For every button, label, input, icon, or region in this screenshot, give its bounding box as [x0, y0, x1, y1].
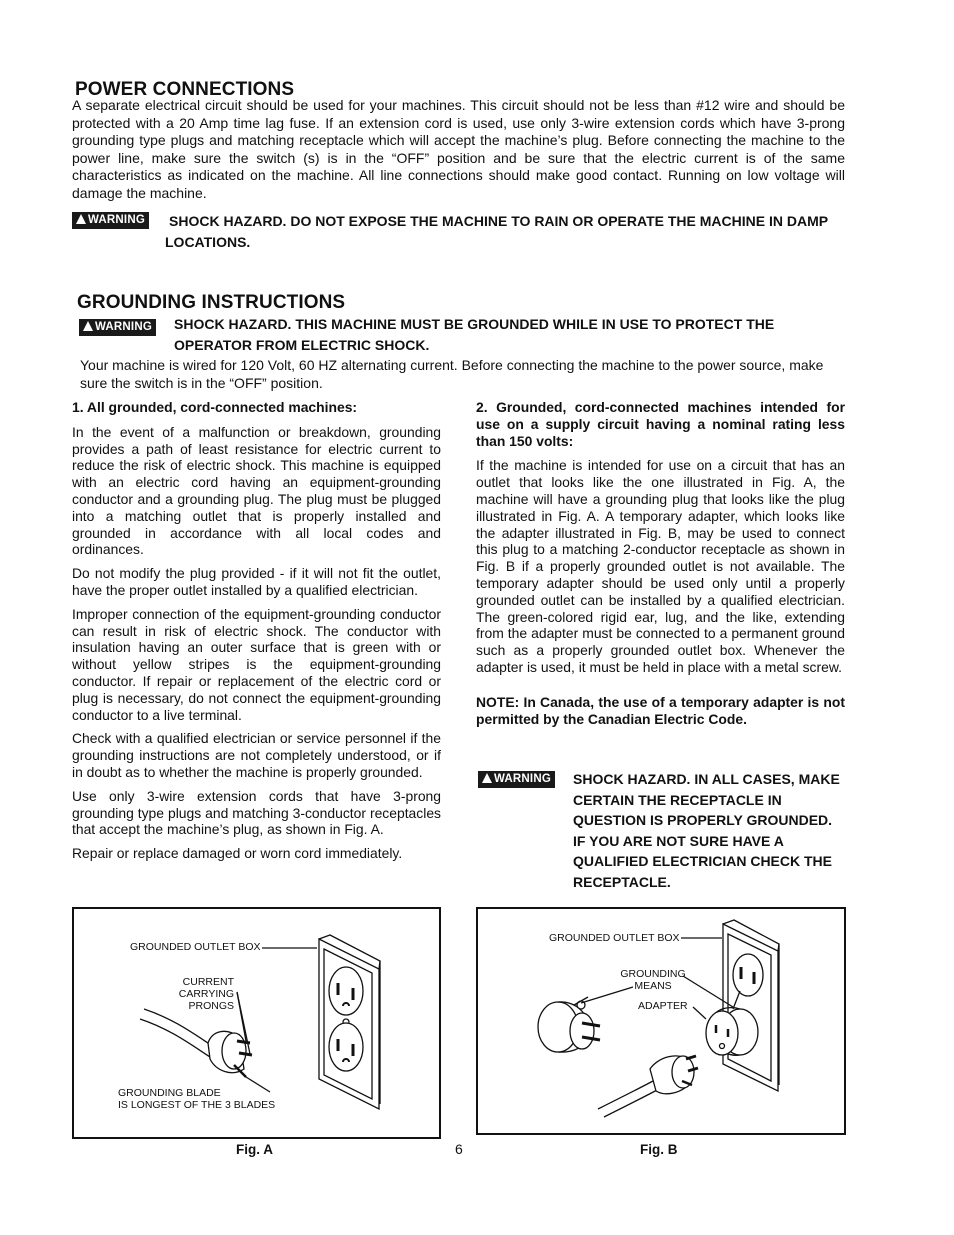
left-section-title: 1. All grounded, cord-connected machines:: [72, 399, 358, 415]
grounding-warning-badge: WARNING: [79, 319, 156, 336]
fig-b-label-grounding-means: GROUNDING MEANS: [620, 968, 686, 992]
fig-a-label-prongs: CURRENT CARRYING PRONGS: [178, 976, 234, 1012]
fig-a-caption: Fig. A: [236, 1142, 273, 1157]
warning-triangle-icon: [83, 321, 93, 331]
fig-b-label-outlet-box: GROUNDED OUTLET BOX: [549, 932, 680, 944]
left-paragraph-2: Do not modify the plug provided - if it will not fit the outlet, have the proper outlet installed by a qualified electrician.: [72, 565, 441, 598]
warning-triangle-icon: [482, 773, 492, 783]
left-paragraph-5: Use only 3-wire extension cords that have 3-prong grounding type plugs and matching 3-conductor receptacles that accept the machine’s plug, as shown in Fig. A.: [72, 787, 441, 838]
right-warning-text: SHOCK HAZARD. IN ALL CASES, MAKE CERTAIN THE RECEPTACLE IN QUESTION IS PROPERLY GROUNDED. IF YOU ARE NOT SURE HAVE A QUALIFIED ELECTRICIAN CHECK THE RECEPTACLE.: [573, 771, 840, 890]
power-body: A separate electrical circuit should be used for your machines. This circuit should not be less than #12 wire and should be protected with a 20 Amp time lag fuse. If an extension cord is used, use only 3-wire extension cords which have 3-prong grounding type plugs and matching receptacle which will accept the machine’s plug. Before connecting the machine to the power line, make sure the switch (s) is in the “OFF” position and be sure that the electric current is of the same characteristics as indicated on the machine. All line connections should make good contact. Running on low voltage will damage the machine.: [72, 97, 845, 201]
right-section-title: 2. Grounded, cord-connected machines intended for use on a supply circuit having a nominal rating less than 150 volts:: [476, 399, 845, 449]
fig-a-label-outlet-box: GROUNDED OUTLET BOX: [130, 941, 261, 953]
fig-a-label-blade: GROUNDING BLADE IS LONGEST OF THE 3 BLADES: [118, 1087, 276, 1111]
figure-b: [476, 907, 846, 1135]
fig-b-caption: Fig. B: [640, 1142, 678, 1157]
power-heading: POWER CONNECTIONS: [75, 79, 295, 100]
right-column: [476, 399, 845, 727]
left-column: [72, 399, 441, 862]
page-number: 6: [455, 1141, 463, 1157]
power-warning-badge: WARNING: [72, 212, 149, 229]
left-paragraph-6: Repair or replace damaged or worn cord immediately.: [72, 845, 403, 862]
grounding-intro: Your machine is wired for 120 Volt, 60 HZ alternating current. Before connecting the machine to the power source, make sure the switch is in the “OFF” position.: [80, 357, 824, 391]
grounding-warning-text: SHOCK HAZARD. THIS MACHINE MUST BE GROUNDED WHILE IN USE TO PROTECT THE OPERATOR FROM ELECTRIC SHOCK.: [174, 316, 775, 353]
left-paragraph-4: Check with a qualified electrician or service personnel if the grounding instructions are not completely understood, or if in doubt as to whether the machine is properly grounded.: [72, 730, 441, 780]
grounding-heading: GROUNDING INSTRUCTIONS: [77, 292, 346, 313]
left-paragraph-1: In the event of a malfunction or breakdown, grounding provides a path of least resistance for electric current to reduce the risk of electric shock. This machine is equipped with an electric cord having an equipment-grounding conductor and a grounding plug. The plug must be plugged into a matching outlet that is properly installed and grounded in accordance with all local codes and ordinances.: [72, 423, 441, 558]
power-warning-text: SHOCK HAZARD. DO NOT EXPOSE THE MACHINE TO RAIN OR OPERATE THE MACHINE IN DAMP LOCATIONS.: [165, 213, 828, 250]
fig-b-label-adapter: ADAPTER: [638, 1000, 688, 1012]
right-paragraph-1: If the machine is intended for use on a circuit that has an outlet that looks like the one illustrated in Fig. A, the machine will have a grounding plug that looks like the plug illustrated in Fig. A. A temporary adapter, which looks like the adapter illustrated in Fig. B, may be used to connect this plug to a matching 2-conductor receptacle as shown in Fig. B if a properly grounded outlet is not available. The temporary adapter should be used only until a properly grounded outlet can be installed by a qualified electrician. The green-colored rigid ear, lug, and the like, extending from the adapter must be connected to a permanent ground such as a properly grounded outlet box. Whenever the adapter is used, it must be held in place with a metal screw.: [476, 457, 845, 675]
right-warning-badge: WARNING: [478, 771, 555, 788]
warning-triangle-icon: [76, 214, 86, 224]
figure-a: [72, 907, 441, 1139]
canada-note: NOTE: In Canada, the use of a temporary adapter is not permitted by the Canadian Electric Code.: [476, 693, 845, 727]
left-paragraph-3: Improper connection of the equipment-grounding conductor can result in risk of electric shock. The conductor with insulation having an outer surface that is green with or without yellow stripes is the equipment-grounding conductor. If repair or replacement of the electric cord or plug is necessary, do not connect the equipment-grounding conductor to a live terminal.: [72, 605, 441, 723]
